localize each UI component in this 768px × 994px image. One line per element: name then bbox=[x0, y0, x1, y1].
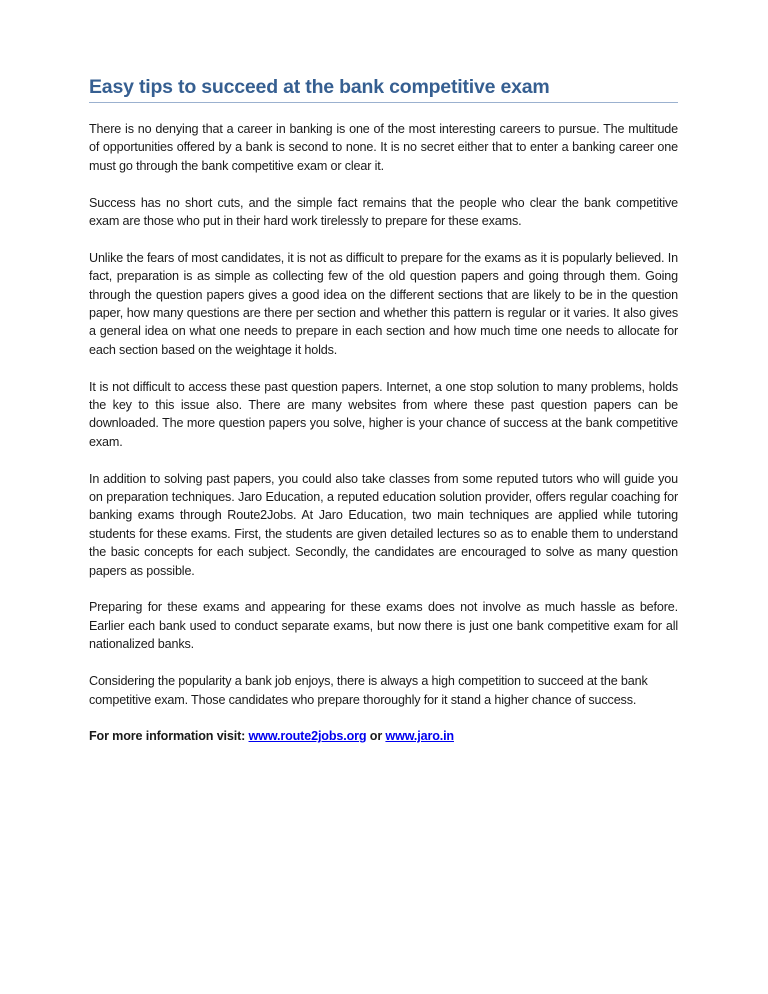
paragraph-past-papers: It is not difficult to access these past question papers. Internet, a one stop solution to many problems, holds the key to this issue also. There are many websites from where these past question papers can be downloaded. The more question papers you solve, higher is your chance of success at the bank competitive exam. bbox=[89, 379, 678, 449]
document-title: Easy tips to succeed at the bank competitive exam bbox=[89, 74, 678, 103]
route2jobs-link[interactable]: www.route2jobs.org bbox=[248, 729, 367, 744]
document-page bbox=[89, 74, 678, 746]
paragraph-intro: There is no denying that a career in banking is one of the most interesting careers to pursue. The multitude of opportunities offered by a bank is second to none. It is no secret either that to enter a banking career one must go through the bank competitive exam or clear it. bbox=[89, 122, 678, 173]
paragraph-coaching: In addition to solving past papers, you could also take classes from some reputed tutors who will guide you on preparation techniques. Jaro Education, a reputed education solution provider, offers regular coaching for banking exams through Route2Jobs. At Jaro Education, two main techniques are applied while tutoring students for these exams. First, the students are given detailed lectures so as to enable them to understand the basic concepts for each subject. Secondly, the candidates are encouraged to solve as many question papers as possible. bbox=[89, 471, 678, 578]
more-info-prefix: For more information visit: bbox=[89, 729, 249, 744]
document-body bbox=[89, 120, 678, 746]
paragraph-conclusion: Considering the popularity a bank job enjoys, there is always a high competition to succeed at the bank competitive exam. Those candidates who prepare thoroughly for it stand a higher chance of success. bbox=[89, 674, 648, 707]
paragraph-success: Success has no short cuts, and the simple fact remains that the people who clear the bank competitive exam are those who put in their hard work tirelessly to prepare for these exams. bbox=[89, 195, 678, 229]
more-info-connector: or bbox=[366, 729, 386, 744]
more-info-line bbox=[89, 727, 678, 745]
paragraph-single-exam: Preparing for these exams and appearing for these exams does not involve as much hassle as before. Earlier each bank used to conduct separate exams, but now there is just one bank competitive exam for all nationalized banks. bbox=[89, 600, 678, 652]
jaro-link[interactable]: www.jaro.in bbox=[385, 729, 454, 744]
paragraph-preparation: Unlike the fears of most candidates, it is not as difficult to prepare for the exams as it is popularly believed. In fact, preparation is as simple as collecting few of the old question papers and going through them. Going through the question papers gives a good idea on the different sections that are likely to be in the question paper, how many questions are there per section and whether this pattern is regular or it varies. It also gives a general idea on what one needs to prepare in each section and how much time one needs to allocate for each section based on the weightage it holds. bbox=[89, 250, 678, 357]
